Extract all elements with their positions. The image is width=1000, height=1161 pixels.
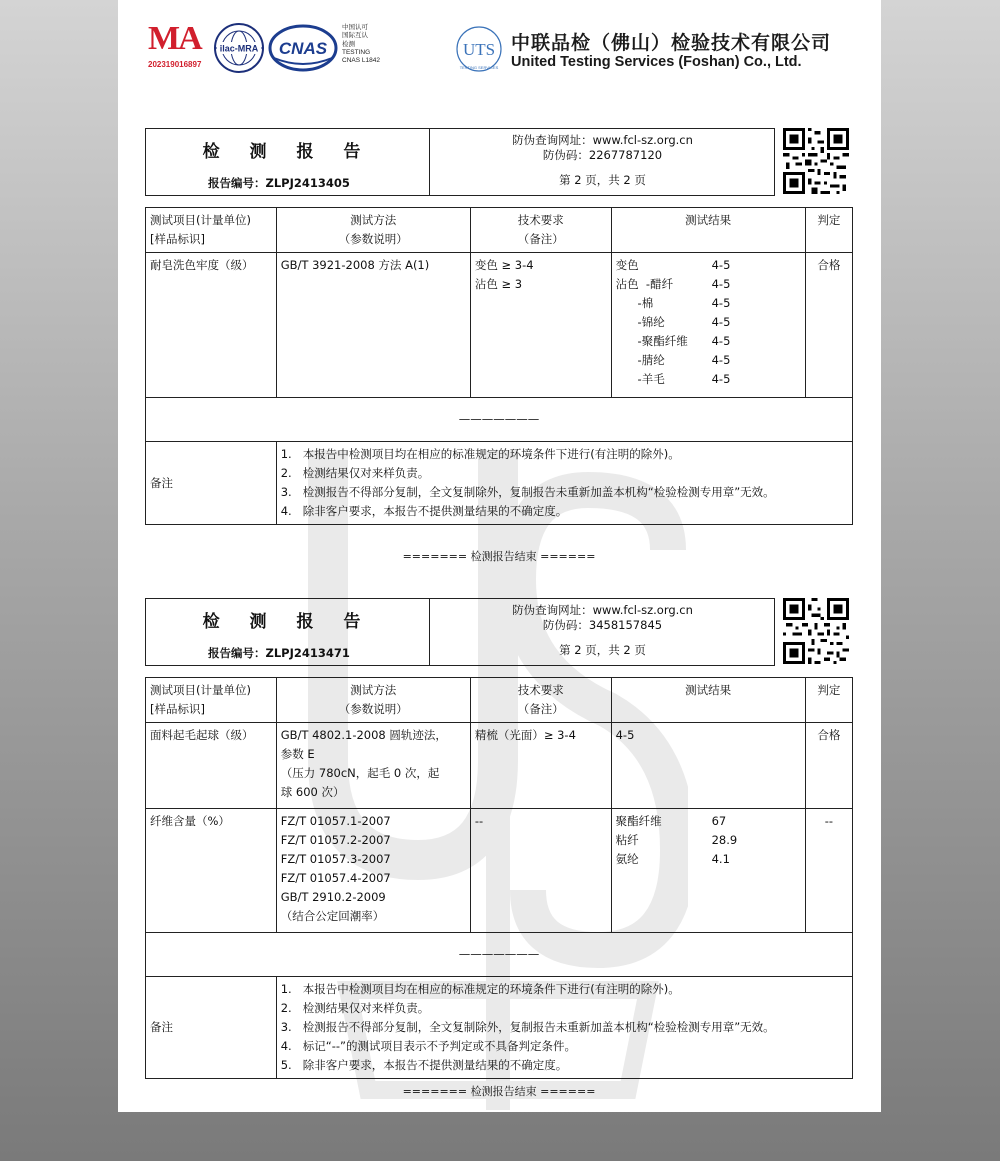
ilac-text: ilac-MRA [219, 43, 259, 54]
separator-row [146, 398, 853, 442]
anti-fake-code: 防伪码：2267787120 [542, 148, 663, 162]
table-header-row: 测试项目(计量单位) [样品标识] 测试方法 （参数说明） 技术要求 （备注） 测试结果 判定 [146, 678, 853, 723]
table-header-row: 测试项目(计量单位) [样品标识] 测试方法 （参数说明） 技术要求 （备注） 测试结果 判定 [146, 208, 853, 253]
report-page [118, 0, 881, 1112]
report-number: 报告编号：ZLPJ2413471 [208, 646, 350, 660]
query-website: 防伪查询网址：www.fcl-sz.org.cn [512, 603, 693, 617]
table-row [146, 723, 853, 809]
uts-logo [453, 24, 505, 74]
page-info: 第 2 页，共 2 页 [559, 643, 646, 657]
test-method: GB/T 3921-2008 方法 A(1) [276, 253, 470, 398]
test-method: GB/T 4802.1-2008 圆轨迹法， 参数 E （压力 780cN，起毛 0 次，起 球 600 次） [276, 723, 470, 809]
requirement: 精梳（光面）≥ 3-4 [470, 723, 611, 809]
report-end: ======= 检测报告结束 ====== [402, 1085, 596, 1098]
query-website: 防伪查询网址：www.fcl-sz.org.cn [512, 133, 693, 147]
test-item: 耐皂洗色牢度（级） [146, 253, 277, 398]
cma-code: 202319016897 [148, 60, 202, 69]
notes-label: 备注 [146, 977, 277, 1079]
results-table [145, 207, 853, 525]
test-result: 变色 4-5 沾色 -醋纤 4-5 -棉 4-5 -锦纶 4-5 -聚酯纤维 4-5 -腈纶 4-5 -羊毛 4-5 [611, 253, 805, 398]
separator: ——————— [146, 398, 853, 442]
test-item: 纤维含量（%） [146, 809, 277, 933]
uts-mark: UTS [462, 40, 496, 59]
report-header [145, 598, 775, 666]
notes: 1. 本报告中检测项目均在相应的标准规定的环境条件下进行(有注明的除外)。 2. 检测结果仅对来样负责。 3. 检测报告不得部分复制，全文复制除外，复制报告未重新加盖本机构“检验检测专用章”无效。 4. 除非客户要求，本报告不提供测量结果的不确定度。 [276, 442, 852, 525]
company-name-en: United Testing Services (Foshan) Co., Ltd. [511, 54, 802, 70]
cnas-accreditation-text: 中国认可 国际互认 检测 TESTING CNAS L1842 [342, 24, 380, 65]
cma-mark: MA [148, 20, 201, 57]
report-header [145, 128, 775, 196]
requirement: 变色 ≥ 3-4 沾色 ≥ 3 [470, 253, 611, 398]
cnas-logo [268, 24, 338, 72]
table-row [146, 809, 853, 933]
judgment: -- [805, 809, 852, 933]
uts-ring-text: TESTING SERVICES [459, 65, 499, 70]
qr-code[interactable] [782, 598, 850, 664]
results-table [145, 677, 853, 1079]
separator-row [146, 933, 853, 977]
report-1 [145, 128, 856, 568]
table-row [146, 253, 853, 398]
report-2 [145, 598, 856, 1103]
notes-row [146, 977, 853, 1079]
company-name-cn: 中联品检（佛山）检验技术有限公司 [511, 32, 832, 54]
report-end: ======= 检测报告结束 ====== [402, 550, 596, 563]
test-item: 面料起毛起球（级） [146, 723, 277, 809]
judgment: 合格 [805, 253, 852, 398]
test-method: FZ/T 01057.1-2007 FZ/T 01057.2-2007 FZ/T 01057.3-2007 FZ/T 01057.4-2007 GB/T 2910.2-2009 （结合公定回潮率） [276, 809, 470, 933]
separator: ——————— [146, 933, 853, 977]
ilac-mra-logo [213, 22, 265, 74]
cnas-mark: CNAS [278, 39, 328, 58]
report-title: 检 测 报 告 [202, 142, 373, 162]
judgment: 合格 [805, 723, 852, 809]
notes: 1. 本报告中检测项目均在相应的标准规定的环境条件下进行(有注明的除外)。 2. 检测结果仅对来样负责。 3. 检测报告不得部分复制，全文复制除外，复制报告未重新加盖本机构“检验检测专用章”无效。 4. 标记“--”的测试项目表示不予判定或不具备判定条件。 5. 除非客户要求，本报告不提供测量结果的不确定度。 [276, 977, 852, 1079]
qr-code[interactable] [782, 128, 850, 194]
cma-logo [148, 22, 208, 69]
report-title: 检 测 报 告 [202, 612, 373, 632]
notes-row [146, 442, 853, 525]
anti-fake-code: 防伪码：3458157845 [542, 618, 663, 632]
test-result: 聚酯纤维 67 粘纤 28.9 氨纶 4.1 [611, 809, 805, 933]
requirement: -- [470, 809, 611, 933]
page-info: 第 2 页，共 2 页 [559, 173, 646, 187]
test-result: 4-5 [611, 723, 805, 809]
notes-label: 备注 [146, 442, 277, 525]
report-number: 报告编号：ZLPJ2413405 [208, 176, 350, 190]
